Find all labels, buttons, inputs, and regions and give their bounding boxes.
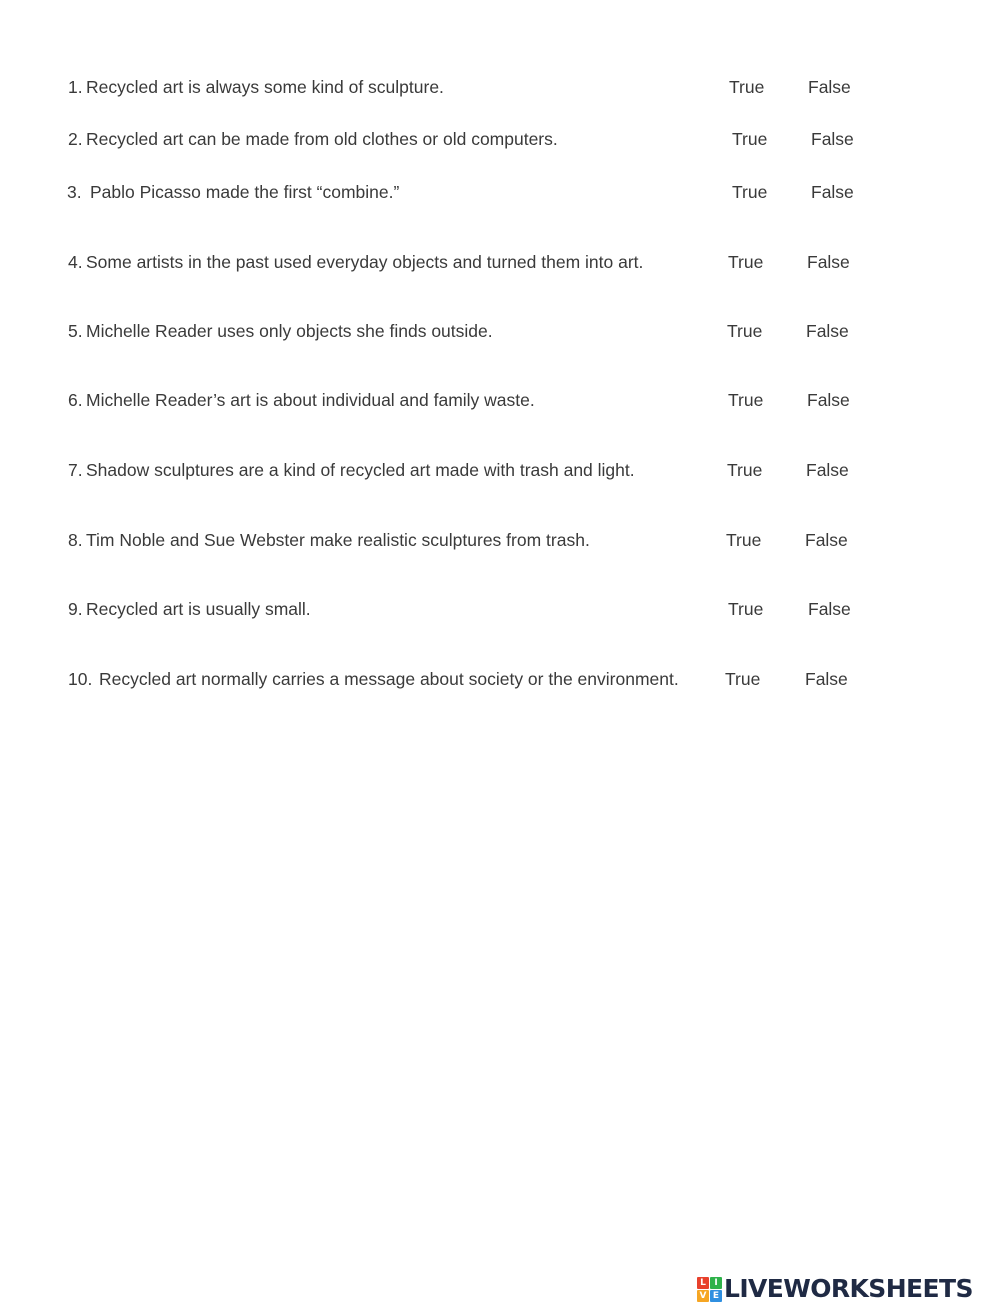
question-row-5	[0, 318, 1000, 344]
true-option[interactable]: True	[728, 252, 764, 272]
false-option[interactable]: False	[806, 460, 849, 480]
logo-wordmark: LIVEWORKSHEETS	[724, 1274, 973, 1303]
true-option[interactable]: True	[725, 669, 761, 689]
question-text: Pablo Picasso made the first “combine.”	[90, 182, 400, 202]
question-row-10	[0, 666, 1000, 692]
logo-letter: L	[697, 1277, 709, 1289]
question-text: Recycled art is usually small.	[86, 599, 311, 619]
question-text: Shadow sculptures are a kind of recycled art made with trash and light.	[86, 460, 635, 480]
question-number: 3.	[67, 182, 82, 202]
question-number: 5.	[68, 321, 83, 341]
question-text: Michelle Reader’s art is about individual and family waste.	[86, 390, 535, 410]
logo-letter: E	[710, 1290, 722, 1302]
question-row-3	[0, 179, 1000, 205]
question-text: Recycled art normally carries a message about society or the environment.	[99, 669, 679, 689]
question-number: 6.	[68, 390, 83, 410]
question-text: Recycled art can be made from old clothes or old computers.	[86, 129, 558, 149]
question-number: 4.	[68, 252, 83, 272]
false-option[interactable]: False	[811, 129, 854, 149]
false-option[interactable]: False	[808, 77, 851, 97]
question-row-2	[0, 126, 1000, 152]
question-number: 10.	[68, 669, 93, 689]
true-option[interactable]: True	[732, 182, 768, 202]
question-row-8	[0, 527, 1000, 553]
question-number: 1.	[68, 77, 83, 97]
question-row-6	[0, 387, 1000, 413]
true-option[interactable]: True	[728, 390, 764, 410]
question-text: Tim Noble and Sue Webster make realistic sculptures from trash.	[86, 530, 590, 550]
false-option[interactable]: False	[807, 252, 850, 272]
question-number: 9.	[68, 599, 83, 619]
true-option[interactable]: True	[726, 530, 762, 550]
false-option[interactable]: False	[811, 182, 854, 202]
live-blocks-icon	[697, 1277, 722, 1302]
true-option[interactable]: True	[728, 599, 764, 619]
question-row-4	[0, 249, 1000, 275]
logo-letter: V	[697, 1290, 709, 1302]
question-number: 8.	[68, 530, 83, 550]
liveworksheets-logo	[697, 1274, 973, 1304]
question-text: Some artists in the past used everyday objects and turned them into art.	[86, 252, 644, 272]
question-number: 7.	[68, 460, 83, 480]
logo-letter: I	[710, 1277, 722, 1289]
question-row-1	[0, 74, 1000, 100]
true-option[interactable]: True	[727, 460, 763, 480]
question-text: Michelle Reader uses only objects she finds outside.	[86, 321, 493, 341]
question-number: 2.	[68, 129, 83, 149]
false-option[interactable]: False	[808, 599, 851, 619]
question-text: Recycled art is always some kind of sculpture.	[86, 77, 444, 97]
false-option[interactable]: False	[806, 321, 849, 341]
false-option[interactable]: False	[805, 530, 848, 550]
question-row-7	[0, 457, 1000, 483]
false-option[interactable]: False	[807, 390, 850, 410]
false-option[interactable]: False	[805, 669, 848, 689]
true-option[interactable]: True	[729, 77, 765, 97]
true-option[interactable]: True	[732, 129, 768, 149]
true-option[interactable]: True	[727, 321, 763, 341]
question-row-9	[0, 596, 1000, 622]
